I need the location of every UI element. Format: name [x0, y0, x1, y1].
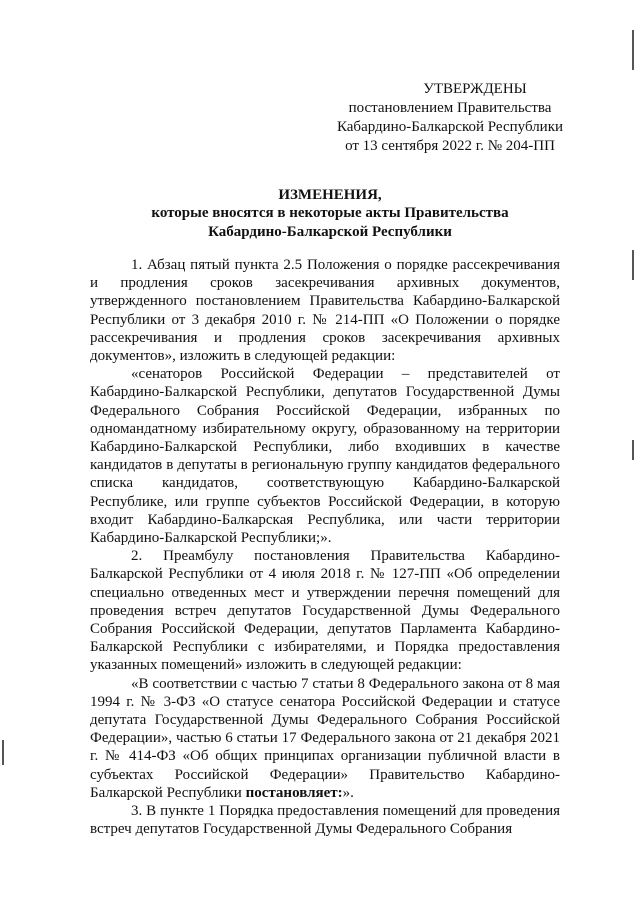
document-subtitle-line: Кабардино-Балкарской Республики	[208, 224, 452, 240]
scan-edge-mark	[632, 440, 634, 460]
document-title: ИЗМЕНЕНИЯ,	[278, 187, 382, 203]
paragraph-2: 2. Преамбулу постановления Правительства Кабардино-Балкарской Республики от 4 июля 2018 г. № 127-ПП «Об определении специально отведенных мест и утверждении перечня помещений для проведения встреч депутатов Государственной Думы Федерального Собрания Российской Федерации, депутатов Парламента Кабардино-Балкарской Республики с избирателями, и Порядка предоставления указанных помещений» изложить в следующей редакции:	[90, 548, 560, 674]
paragraph-quote-1: «сенаторов Российской Федерации – представителей от Кабардино-Балкарской Республики, депутатов Государственной Думы Федерального Собрания Российской Федерации, избранных по одномандатному избирательному округу, образованному на территории Кабардино-Балкарской Республики, либо входивших в качестве кандидатов в депутаты в региональную группу кандидатов федерального списка кандидатов, соответствующую Кабардино-Балкарской Республике, или группе субъектов Российской Федерации, в которую входит Кабардино-Балкарская Республика, или части территории Кабардино-Балкарской Республики;».	[90, 366, 560, 547]
approval-block	[330, 80, 570, 156]
paragraph-1: 1. Абзац пятый пункта 2.5 Положения о порядке рассекречивания и продления сроков засекречивания архивных документов, утвержденного постановлением Правительства Кабардино-Балкарской Республики от 3 декабря 2010 г. № 214-ПП «О Положении о порядке рассекречивания и продления сроков засекречивания архивных документов», изложить в следующей редакции:	[90, 257, 560, 365]
paragraph-3: 3. В пункте 1 Порядка предоставления помещений для проведения встреч депутатов Государственной Думы Федерального Собрания	[90, 803, 560, 838]
document-subtitle-line: которые вносятся в некоторые акты Правительства	[151, 205, 509, 221]
paragraph-quote-2	[90, 675, 560, 802]
document-body	[90, 256, 560, 839]
scan-edge-mark	[2, 740, 4, 765]
scan-edge-mark	[632, 250, 634, 280]
paragraph-quote-2-bold: постановляет:	[245, 784, 343, 801]
approval-date-line: от 13 сентября 2022 г. № 204-ПП	[345, 138, 555, 154]
document-subtitle	[90, 204, 570, 242]
paragraph-quote-2-end: ».	[342, 784, 354, 801]
approval-heading: УТВЕРЖДЕНЫ	[423, 81, 527, 97]
approval-line: постановлением Правительства	[348, 100, 552, 116]
scan-edge-mark	[632, 30, 634, 70]
paragraph-quote-2-text: «В соответствии с частью 7 статьи 8 Федерального закона от 8 мая 1994 г. № 3-ФЗ «О статусе сенатора Российской Федерации и статусе депутата Государственной Думы Федерального Собрания Российской Федерации», частью 6 статьи 17 Федерального закона от 21 декабря 2021 г. № 414-ФЗ «Об общих принципах организации публичной власти в субъектах Российской Федерации» Правительство Кабардино-Балкарской Республики	[90, 675, 560, 801]
approval-line: Кабардино-Балкарской Республики	[336, 119, 564, 135]
